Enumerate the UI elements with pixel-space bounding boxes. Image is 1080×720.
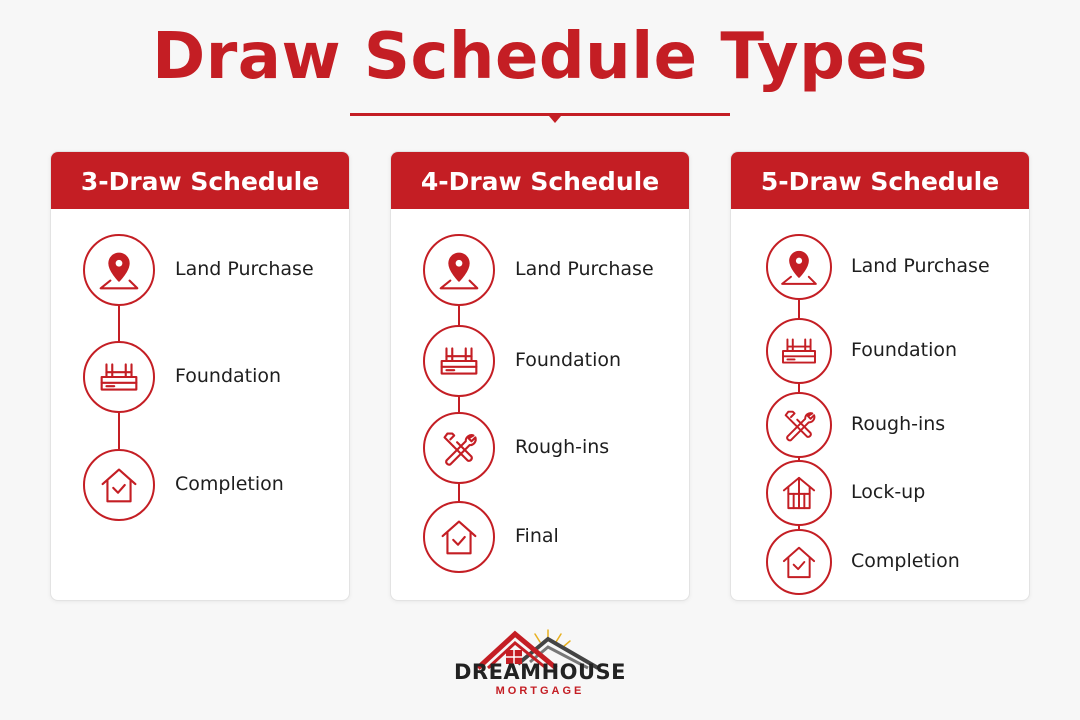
map-pin-icon xyxy=(775,243,823,291)
step-icon-circle xyxy=(766,318,832,384)
step-label: Completion xyxy=(851,550,960,572)
step-label: Foundation xyxy=(851,339,958,361)
step-label: Rough-ins xyxy=(515,436,610,458)
step-icon-circle xyxy=(423,234,495,306)
logo-tagline: MORTGAGE xyxy=(495,685,585,697)
step-icon-circle xyxy=(83,341,155,413)
tools-icon xyxy=(433,422,485,474)
step-label: Land Purchase xyxy=(175,258,314,280)
foundation-icon xyxy=(433,335,485,387)
step-icon-circle xyxy=(766,392,832,458)
card-header: 4-Draw Schedule xyxy=(391,152,689,209)
card-header: 3-Draw Schedule xyxy=(51,152,349,209)
step-icon-circle xyxy=(766,460,832,526)
page-title: Draw Schedule Types xyxy=(152,20,928,94)
schedule-card xyxy=(730,151,1030,601)
title-underline xyxy=(350,113,730,116)
house-check-icon xyxy=(93,459,145,511)
step-label: Foundation xyxy=(515,349,622,371)
foundation-icon xyxy=(93,351,145,403)
step-label: Foundation xyxy=(175,365,282,387)
step-icon-circle xyxy=(766,234,832,300)
step-connector xyxy=(798,300,800,318)
map-pin-icon xyxy=(93,244,145,296)
schedule-card xyxy=(390,151,690,601)
map-pin-icon xyxy=(433,244,485,296)
house-check-icon xyxy=(775,538,823,586)
step-connector xyxy=(118,413,120,449)
step-icon-circle xyxy=(83,449,155,521)
logo-name: DREAMHOUSE xyxy=(453,660,627,684)
step-icon-circle xyxy=(423,325,495,397)
schedule-card xyxy=(50,151,350,601)
step-icon-circle xyxy=(423,412,495,484)
step-icon-circle xyxy=(766,529,832,595)
step-label: Lock-up xyxy=(851,481,926,503)
card-header: 5-Draw Schedule xyxy=(731,152,1029,209)
step-icon-circle xyxy=(83,234,155,306)
house-check-icon xyxy=(433,511,485,563)
step-connector xyxy=(458,484,460,501)
step-label: Completion xyxy=(175,473,284,495)
house-frame-icon xyxy=(775,469,823,517)
step-connector xyxy=(118,306,120,341)
step-label: Final xyxy=(515,525,559,547)
step-connector xyxy=(458,306,460,325)
step-icon-circle xyxy=(423,501,495,573)
step-label: Rough-ins xyxy=(851,413,946,435)
step-connector xyxy=(798,384,800,392)
step-connector xyxy=(458,397,460,412)
foundation-icon xyxy=(775,327,823,375)
step-label: Land Purchase xyxy=(851,255,990,277)
tools-icon xyxy=(775,401,823,449)
title-underline-notch xyxy=(549,116,561,123)
step-label: Land Purchase xyxy=(515,258,654,280)
